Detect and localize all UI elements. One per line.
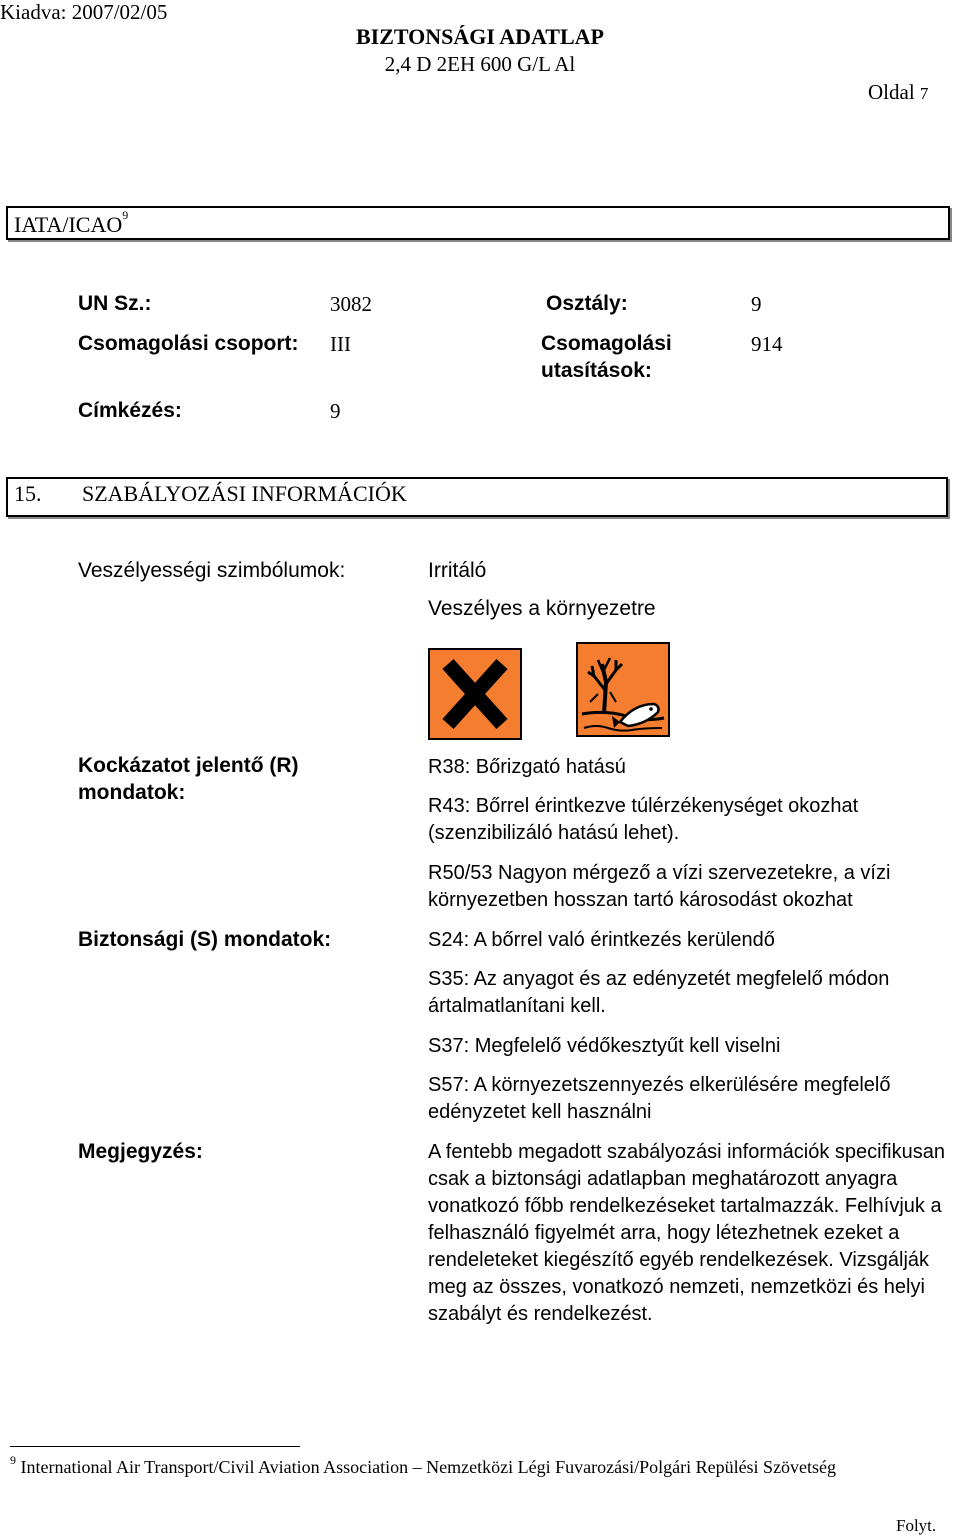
packing-instructions-label-1: Csomagolási bbox=[541, 332, 672, 355]
r-phrase-r50-53: R50/53 Nagyon mérgező a vízi szervezetekre, a vízi környezetben hosszan tartó károsodást okozhat bbox=[428, 862, 891, 911]
section-15-heading-box bbox=[6, 477, 948, 517]
labelling-label: Címkézés: bbox=[78, 399, 182, 422]
s-phrase-s24: S24: A bőrrel való érintkezés kerülendő bbox=[428, 929, 775, 951]
document-title: BIZTONSÁGI ADATLAP bbox=[356, 24, 604, 49]
footnote bbox=[10, 1453, 837, 1478]
footnote-text: International Air Transport/Civil Aviation Association – Nemzetközi Légi Fuvarozási/Polgári Repülési Szövetség bbox=[20, 1457, 837, 1477]
r-phrases-label-2: mondatok: bbox=[78, 781, 186, 804]
note-label: Megjegyzés: bbox=[78, 1140, 203, 1163]
hazard-irritant: Irritáló bbox=[428, 559, 487, 582]
continued-label: Folyt. bbox=[896, 1516, 937, 1535]
packing-instructions-label-2: utasítások: bbox=[541, 359, 652, 382]
issue-date: Kiadva: 2007/02/05 bbox=[0, 0, 168, 24]
section-15-number: 15. bbox=[14, 481, 42, 506]
s-phrase-s35: S35: Az anyagot és az edényzetét megfelelő módon ártalmatlanítani kell. bbox=[428, 968, 890, 1017]
hazard-symbols-label: Veszélyességi szimbólumok: bbox=[78, 559, 346, 582]
product-name: 2,4 D 2EH 600 G/L Al bbox=[384, 52, 576, 76]
section-15-heading: SZABÁLYOZÁSI INFORMÁCIÓK bbox=[82, 481, 407, 506]
page-indicator bbox=[868, 80, 928, 105]
packing-group-value: III bbox=[330, 332, 351, 356]
iata-heading-text: IATA/ICAO bbox=[14, 212, 123, 237]
packing-instructions-value: 914 bbox=[751, 332, 783, 356]
un-number-value: 3082 bbox=[330, 292, 372, 316]
iata-heading bbox=[14, 208, 129, 238]
r-phrase-r43: R43: Bőrrel érintkezve túlérzékenységet okozhat (szenzibilizáló hatású lehet). bbox=[428, 795, 859, 844]
class-value: 9 bbox=[751, 292, 762, 316]
page-number: 7 bbox=[919, 84, 929, 103]
footnote-separator bbox=[10, 1446, 300, 1447]
r-phrases-label-1: Kockázatot jelentő (R) bbox=[78, 754, 299, 777]
footnote-ref: 9 bbox=[122, 208, 129, 222]
s-phrases-label: Biztonsági (S) mondatok: bbox=[78, 928, 332, 951]
footnote-number: 9 bbox=[10, 1453, 16, 1467]
irritant-symbol-icon bbox=[428, 648, 522, 740]
r-phrase-r38: R38: Bőrizgató hatású bbox=[428, 756, 626, 778]
page-label: Oldal bbox=[868, 80, 915, 104]
un-number-label: UN Sz.: bbox=[78, 292, 152, 315]
labelling-value: 9 bbox=[330, 399, 341, 423]
iata-heading-box bbox=[6, 206, 950, 240]
packing-group-label: Csomagolási csoport: bbox=[78, 332, 299, 355]
hazard-environment: Veszélyes a környezetre bbox=[428, 597, 656, 620]
class-label: Osztály: bbox=[546, 292, 628, 315]
note-text: A fentebb megadott szabályozási információk specifikusan csak a biztonsági adatlapban meghatározott anyagra vonatkozó főbb rendelkezéseket tartalmazzák. Felhívjuk a felhasználó figyelmét arra, hogy létezhetnek ezeket a rendeleteket kiegészítő egyéb rendelkezések. Vizsgálják meg az összes, vonatkozó nemzeti, nemzetközi és helyi szabályt és rendelkezést. bbox=[428, 1141, 945, 1325]
s-phrase-s57: S57: A környezetszennyezés elkerülésére megfelelő edényzetet kell használni bbox=[428, 1074, 891, 1123]
s-phrase-s37: S37: Megfelelő védőkesztyűt kell viselni bbox=[428, 1035, 781, 1057]
dead-tree-fish-icon bbox=[576, 642, 670, 737]
